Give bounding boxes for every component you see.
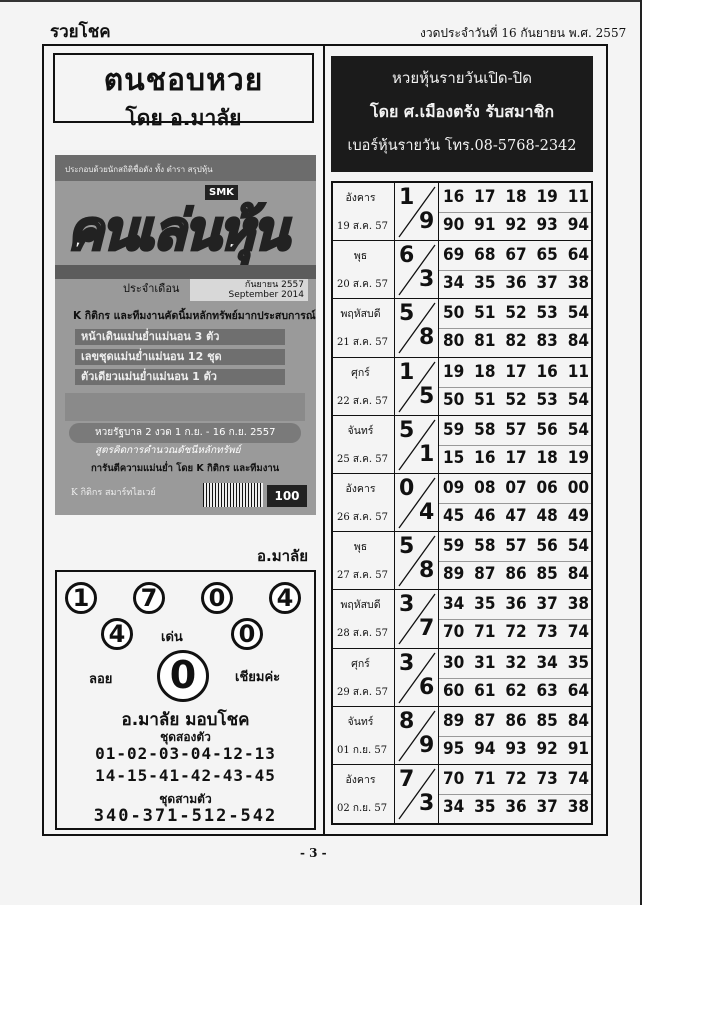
- number: 93: [505, 738, 527, 759]
- column-author: โดย อ.มาลัย: [125, 106, 242, 130]
- ad-headline: K กิติกร และทีมงานคัดนิ้มหลักทรัพย์มากประสบการณ์: [73, 310, 316, 322]
- number: 94: [567, 215, 589, 235]
- top-numbers: [443, 653, 589, 673]
- number: 37: [536, 273, 558, 294]
- number: 32: [505, 652, 527, 673]
- day-name: อังคาร: [345, 192, 376, 204]
- day-name: พฤหัสบดี: [340, 308, 381, 321]
- ad-strip: [55, 265, 316, 279]
- second-digit: 1: [419, 441, 435, 467]
- number: 16: [536, 361, 558, 382]
- day-cell: [333, 358, 395, 415]
- number: 91: [567, 738, 589, 759]
- lead-digit: 5: [399, 301, 415, 327]
- number: 54: [567, 419, 589, 440]
- pick-ball-4: 4: [269, 582, 301, 614]
- pick-ball-2: 7: [133, 582, 165, 614]
- number: 65: [536, 245, 558, 266]
- day-cell: [333, 707, 395, 764]
- numbers-cell: [439, 590, 591, 647]
- ad-fine-print: [65, 393, 305, 421]
- number: 50: [443, 303, 465, 324]
- table-row: [333, 707, 591, 765]
- number: 59: [443, 536, 465, 557]
- table-row: [333, 299, 591, 357]
- number: 48: [536, 505, 558, 526]
- number: 36: [505, 273, 527, 294]
- three-digit-title: ชุดสามตัว: [159, 792, 212, 806]
- table-row: [333, 649, 591, 707]
- number: 45: [443, 505, 465, 526]
- number: 87: [474, 710, 496, 731]
- table-row: [333, 183, 591, 241]
- second-digit: 7: [419, 616, 435, 642]
- second-digit: 3: [419, 267, 435, 293]
- number: 50: [443, 389, 465, 410]
- number: 81: [474, 331, 496, 352]
- ad-bar-3: [75, 369, 285, 385]
- day-date: 02 ก.ย. 57: [337, 802, 388, 814]
- number: 74: [567, 768, 589, 789]
- second-digit: 8: [419, 325, 435, 351]
- number: 94: [474, 738, 496, 759]
- picks-giver: อ.มาลัย มอบโชค: [121, 710, 250, 730]
- digit-pair-cell: [395, 590, 439, 647]
- number: 69: [443, 245, 465, 266]
- number: 19: [443, 361, 465, 382]
- table-row: [333, 532, 591, 590]
- top-numbers: [443, 594, 589, 614]
- lead-digit: 8: [399, 708, 415, 734]
- day-name: พุธ: [353, 250, 368, 263]
- top-numbers: [443, 478, 589, 498]
- top-numbers: [443, 362, 589, 382]
- banner-line-3: เบอร์หุ้นรายวัน โทร.08-5768-2342: [347, 138, 577, 154]
- day-date: 19 ส.ค. 57: [337, 221, 388, 232]
- number: 07: [505, 477, 527, 498]
- number: 93: [536, 215, 558, 235]
- number: 70: [443, 622, 465, 643]
- day-cell: [333, 299, 395, 356]
- numbers-cell: [439, 241, 591, 298]
- second-digit: 8: [419, 558, 435, 584]
- ad-magazine-logo: คนเล่นหุ้น: [67, 199, 288, 262]
- table-row: [333, 358, 591, 416]
- day-cell: [333, 474, 395, 531]
- day-date: 27 ส.ค. 57: [337, 570, 388, 582]
- table-row: [333, 474, 591, 532]
- lead-digit: 1: [399, 185, 415, 210]
- day-date: 25 ส.ค. 57: [337, 453, 388, 465]
- stock-lottery-banner: [331, 56, 593, 172]
- lead-label: เด่น: [161, 630, 183, 645]
- number: 17: [474, 187, 496, 207]
- barcode-icon: [203, 483, 263, 507]
- number: 71: [474, 768, 496, 789]
- lucky-picks-box: [55, 570, 316, 830]
- page-edge-right: [640, 0, 642, 905]
- day-cell: [333, 416, 395, 473]
- lead-digit: 1: [399, 359, 415, 385]
- number: 89: [443, 710, 465, 731]
- day-date: 29 ส.ค. 57: [337, 686, 388, 698]
- day-name: ศุกร์: [351, 657, 370, 670]
- ad-month-th: กันยายน 2557: [244, 280, 304, 290]
- bottom-numbers: [443, 506, 589, 526]
- number: 34: [443, 796, 465, 817]
- digit-pair-cell: [395, 299, 439, 356]
- numbers-separator: [439, 387, 591, 388]
- number: 38: [567, 594, 589, 615]
- ad-bar-2: [75, 349, 285, 365]
- number: 68: [474, 245, 496, 266]
- number: 18: [536, 447, 558, 468]
- number: 80: [443, 331, 465, 352]
- number: 51: [474, 389, 496, 410]
- ad-guarantee: การันตีความแม่นย่ำ โดย K กิติกร และทีมงาน: [91, 463, 280, 474]
- two-digit-title: ชุดสองตัว: [160, 730, 211, 744]
- digit-pair-cell: [395, 474, 439, 531]
- numbers-cell: [439, 183, 591, 240]
- float-ball: 0: [157, 650, 209, 702]
- day-name: อังคาร: [345, 482, 376, 495]
- numbers-separator: [439, 619, 591, 620]
- day-date: 26 ส.ค. 57: [337, 511, 388, 523]
- number: 52: [505, 303, 527, 324]
- lead-ball-2: 0: [231, 618, 263, 650]
- cheer-label: เชียมค่ะ: [235, 670, 281, 685]
- number: 54: [567, 536, 589, 557]
- bottom-numbers: [443, 448, 589, 468]
- number: 11: [567, 361, 589, 382]
- number: 56: [536, 419, 558, 440]
- ad-top-text: ประกอบด้วยนักสถิติชื่อดัง ทั้ง ตำรา สรุปหุ้น: [55, 155, 316, 181]
- numbers-cell: [439, 416, 591, 473]
- digit-pair-cell: [395, 416, 439, 473]
- number: 18: [505, 187, 527, 207]
- number: 17: [505, 447, 527, 468]
- number: 85: [536, 564, 558, 585]
- top-numbers: [443, 187, 589, 207]
- number: 62: [505, 680, 527, 701]
- numbers-separator: [439, 212, 591, 213]
- number: 52: [505, 389, 527, 410]
- ad-month-en: September 2014: [228, 290, 304, 300]
- number: 86: [505, 710, 527, 731]
- digit-pair-cell: [395, 358, 439, 415]
- second-digit: 6: [419, 674, 435, 700]
- number: 19: [536, 187, 558, 207]
- lead-digit: 3: [399, 650, 415, 676]
- day-name: ศุกร์: [351, 366, 370, 379]
- bottom-numbers: [443, 681, 589, 701]
- column-title-box: [53, 53, 314, 130]
- number: 73: [536, 768, 558, 789]
- top-numbers: [443, 303, 589, 323]
- page-edge-top: [0, 0, 642, 2]
- day-cell: [333, 183, 395, 240]
- day-name: อังคาร: [345, 773, 376, 786]
- numbers-separator: [439, 678, 591, 679]
- number: 35: [567, 652, 589, 673]
- number: 72: [505, 768, 527, 789]
- number: 46: [474, 505, 496, 526]
- table-row: [333, 590, 591, 648]
- top-numbers: [443, 711, 589, 731]
- number: 72: [505, 622, 527, 643]
- top-numbers: [443, 536, 589, 556]
- column-divider: [323, 44, 325, 836]
- day-date: 21 ส.ค. 57: [337, 337, 388, 349]
- number: 86: [505, 564, 527, 585]
- number: 36: [505, 796, 527, 817]
- number: 11: [567, 187, 589, 207]
- number: 82: [505, 331, 527, 352]
- number: 53: [536, 303, 558, 324]
- top-numbers: [443, 769, 589, 789]
- number: 64: [567, 245, 589, 266]
- ad-brand-logo: SMK: [205, 185, 238, 200]
- number: 64: [567, 680, 589, 701]
- number: 60: [443, 680, 465, 701]
- numbers-cell: [439, 532, 591, 589]
- numbers-cell: [439, 358, 591, 415]
- number: 37: [536, 796, 558, 817]
- number: 70: [443, 768, 465, 789]
- number: 35: [474, 594, 496, 615]
- day-name: พฤหัสบดี: [340, 599, 381, 612]
- numbers-separator: [439, 503, 591, 504]
- day-cell: [333, 649, 395, 706]
- two-digit-line-1: 01-02-03-04-12-13: [95, 744, 276, 763]
- number: 47: [505, 505, 527, 526]
- numbers-cell: [439, 649, 591, 706]
- number: 61: [474, 680, 496, 701]
- image-credit: อ.มาลัย: [257, 547, 308, 565]
- number: 85: [536, 710, 558, 731]
- number: 15: [443, 447, 465, 468]
- page-number: - 3 -: [300, 846, 327, 860]
- numbers-cell: [439, 765, 591, 823]
- lead-digit: 7: [399, 766, 415, 792]
- bottom-numbers: [443, 564, 589, 584]
- bottom-numbers: [443, 797, 589, 817]
- ad-month-box: [190, 279, 308, 301]
- number: 06: [536, 477, 558, 498]
- number: 56: [536, 536, 558, 557]
- number: 84: [567, 564, 589, 585]
- ad-sponsor: K กิติกร สมาร์ทไฮเวย์: [71, 488, 156, 498]
- number: 38: [567, 273, 589, 294]
- number: 35: [474, 796, 496, 817]
- table-row: [333, 241, 591, 299]
- day-date: 01 ก.ย. 57: [337, 744, 388, 756]
- issue-date: งวดประจำวันที่ 16 กันยายน พ.ศ. 2557: [420, 26, 627, 40]
- bottom-numbers: [443, 331, 589, 351]
- number: 38: [567, 796, 589, 817]
- number: 34: [443, 594, 465, 615]
- number: 84: [567, 710, 589, 731]
- number: 58: [474, 419, 496, 440]
- top-numbers: [443, 245, 589, 265]
- pick-ball-3: 0: [201, 582, 233, 614]
- number: 08: [474, 477, 496, 498]
- number: 51: [474, 303, 496, 324]
- day-date: 20 ส.ค. 57: [337, 279, 388, 291]
- bottom-numbers: [443, 622, 589, 642]
- ad-free-offer: หวยรัฐบาล 2 งวด 1 ก.ย. - 16 ก.ย. 2557: [69, 423, 301, 443]
- numbers-separator: [439, 794, 591, 795]
- day-name: จันทร์: [347, 424, 374, 437]
- top-numbers: [443, 420, 589, 440]
- second-digit: 9: [419, 732, 435, 758]
- number: 57: [505, 419, 527, 440]
- number: 87: [474, 564, 496, 585]
- number: 67: [505, 245, 527, 266]
- number: 37: [536, 594, 558, 615]
- bottom-numbers: [443, 739, 589, 759]
- number: 58: [474, 536, 496, 557]
- lead-ball-1: 4: [101, 618, 133, 650]
- lead-digit: 5: [399, 534, 415, 560]
- pick-ball-1: 1: [65, 582, 97, 614]
- day-cell: [333, 765, 395, 823]
- number: 34: [536, 652, 558, 673]
- bottom-numbers: [443, 215, 589, 235]
- day-cell: [333, 590, 395, 647]
- digit-pair-cell: [395, 649, 439, 706]
- numbers-separator: [439, 561, 591, 562]
- lead-digit: 3: [399, 592, 415, 618]
- number: 53: [536, 389, 558, 410]
- number: 35: [474, 273, 496, 294]
- lead-digit: 6: [399, 243, 415, 269]
- digit-pair-cell: [395, 241, 439, 298]
- number: 89: [443, 564, 465, 585]
- column-title: ตนชอบหวย: [103, 63, 264, 98]
- number: 57: [505, 536, 527, 557]
- lead-digit: 0: [399, 475, 415, 501]
- number: 49: [567, 505, 589, 526]
- day-date: 22 ส.ค. 57: [337, 395, 388, 407]
- two-digit-line-2: 14-15-41-42-43-45: [95, 766, 276, 785]
- number: 18: [474, 361, 496, 382]
- second-digit: 4: [419, 499, 435, 525]
- numbers-separator: [439, 445, 591, 446]
- number: 16: [443, 187, 465, 207]
- ad-bar-2-text: เลขชุดแม่นย่ำแม่นอน 12 ชุด: [81, 350, 222, 363]
- table-row: [333, 765, 591, 823]
- bottom-numbers: [443, 390, 589, 410]
- second-digit: 3: [419, 790, 435, 816]
- number: 95: [443, 738, 465, 759]
- number: 54: [567, 303, 589, 324]
- second-digit: 5: [419, 383, 435, 409]
- advertisement-image: [55, 155, 316, 515]
- number: 90: [443, 215, 465, 235]
- number: 83: [536, 331, 558, 352]
- ad-bar-1: [75, 329, 285, 345]
- number: 73: [536, 622, 558, 643]
- day-cell: [333, 532, 395, 589]
- digit-pair-cell: [395, 707, 439, 764]
- number: 91: [474, 215, 496, 235]
- number: 09: [443, 477, 465, 498]
- digit-pair-cell: [395, 765, 439, 823]
- banner-line-2: โดย ศ.เมืองตรัง รับสมาชิก: [369, 102, 555, 121]
- day-date: 28 ส.ค. 57: [337, 628, 388, 640]
- float-label: ลอย: [89, 672, 113, 687]
- number: 30: [443, 652, 465, 673]
- number: 16: [474, 447, 496, 468]
- number: 74: [567, 622, 589, 643]
- banner-line-1: หวยหุ้นรายวันเปิด-ปิด: [392, 69, 532, 87]
- lead-digit: 5: [399, 417, 415, 443]
- ad-free-formula: สูตรคิดการคำนวณดัชนีหลักทรัพย์: [95, 445, 241, 456]
- number: 31: [474, 652, 496, 673]
- day-cell: [333, 241, 395, 298]
- number: 19: [567, 447, 589, 468]
- number: 00: [567, 477, 589, 498]
- number: 63: [536, 680, 558, 701]
- day-name: พุธ: [353, 541, 368, 554]
- digit-pair-cell: [395, 532, 439, 589]
- ad-bar-1-text: หน้าเดินแม่นย่ำแม่นอน 3 ตัว: [81, 330, 220, 343]
- number: 36: [505, 594, 527, 615]
- bottom-numbers: [443, 273, 589, 293]
- numbers-separator: [439, 270, 591, 271]
- number: 71: [474, 622, 496, 643]
- numbers-cell: [439, 707, 591, 764]
- day-name: จันทร์: [347, 715, 374, 728]
- number: 92: [505, 215, 527, 235]
- number: 17: [505, 361, 527, 382]
- ad-month-label: ประจำเดือน: [123, 282, 180, 295]
- three-digit-line: 340-371-512-542: [93, 806, 278, 826]
- second-digit: 9: [419, 209, 435, 234]
- number: 34: [443, 273, 465, 294]
- numbers-separator: [439, 328, 591, 329]
- ad-bar-3-text: ตัวเดียวแม่นย่ำแม่นอน 1 ตัว: [81, 370, 217, 383]
- table-row: [333, 416, 591, 474]
- numbers-separator: [439, 736, 591, 737]
- numbers-cell: [439, 299, 591, 356]
- ad-price: 100: [267, 485, 307, 507]
- numbers-cell: [439, 474, 591, 531]
- number: 59: [443, 419, 465, 440]
- number: 54: [567, 389, 589, 410]
- daily-results-table: [331, 181, 593, 825]
- magazine-name: รวยโชค: [50, 22, 111, 42]
- number: 84: [567, 331, 589, 352]
- number: 92: [536, 738, 558, 759]
- digit-pair-cell: [395, 183, 439, 240]
